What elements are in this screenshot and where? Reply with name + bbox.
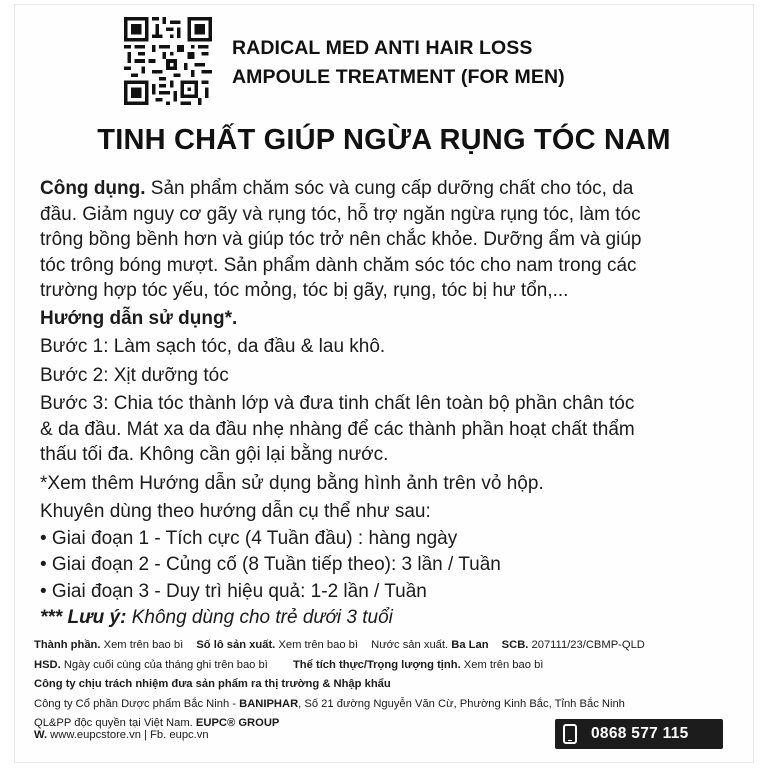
- fine-print-row-4: [34, 695, 734, 715]
- hsd-label: HSD.: [34, 658, 61, 671]
- hotline-number: 0868 577 115: [591, 725, 689, 742]
- fine-print-row-2: [34, 656, 734, 676]
- origin-label: Nước sản xuất.: [371, 639, 449, 651]
- usage-section: [40, 176, 730, 304]
- usage-text-line: trông bồng bềnh hơn và giúp tóc trở nên chắc khỏe. Dưỡng ẩm và giúp: [40, 229, 642, 250]
- step-3-line: Bước 3: Chia tóc thành lớp và đưa tinh chất lên toàn bộ phần chân tóc: [40, 393, 635, 414]
- fb-link[interactable]: eupc.vn: [166, 729, 209, 741]
- see-more-note: *Xem thêm Hướng dẫn sử dụng bằng hình ảnh trên vỏ hộp.: [40, 472, 544, 494]
- scb-value: 207111/23/CBMP-QLD: [528, 639, 645, 651]
- lot-label: Số lô sản xuất.: [196, 639, 276, 651]
- usage-label: Công dụng.: [40, 178, 146, 199]
- scb-label: SCB.: [501, 639, 529, 651]
- usage-text-line: Sản phẩm chăm sóc và cung cấp dưỡng chất cho tóc, da: [145, 178, 634, 199]
- footer-links: [34, 729, 209, 741]
- step-3-line: thấu tối đa. Không cần gội lại bằng nước.: [40, 444, 389, 465]
- web-label: W.: [34, 729, 48, 741]
- ingredients-value: Xem trên bao bì: [100, 639, 184, 651]
- volume-value: Xem trên bao bì: [460, 658, 544, 671]
- fb-label: Fb.: [150, 729, 167, 741]
- step-1: Bước 1: Làm sạch tóc, da đầu & lau khô.: [40, 336, 386, 357]
- step-3: [40, 391, 730, 468]
- web-link[interactable]: www.eupcstore.vn: [47, 729, 141, 741]
- recommend-text: Khuyên dùng theo hướng dẫn cụ thể như sau:: [40, 501, 431, 522]
- step-2: Bước 2: Xịt dưỡng tóc: [40, 364, 229, 386]
- qr-code-icon: [124, 16, 212, 106]
- distribution-prefix: QL&PP độc quyền tại Việt Nam.: [34, 717, 196, 729]
- usage-text-line: tóc trông bóng mượt. Sản phẩm dành chăm sóc tóc cho nam trong các: [40, 254, 637, 276]
- warning-note: [40, 605, 730, 631]
- company-address: , Số 21 đường Nguyễn Văn Cừ, Phường Kinh Bắc, Tỉnh Bắc Ninh: [298, 697, 625, 710]
- volume-label: Thể tích thực/Trọng lượng tịnh.: [292, 658, 461, 671]
- product-title-en-line1: RADICAL MED ANTI HAIR LOSS: [232, 37, 533, 59]
- distribution-brand: EUPC® GROUP: [195, 717, 280, 729]
- usage-text-line: trường hợp tóc yếu, tóc mỏng, tóc bị gãy, rụng, tóc bị hư tổn,...: [40, 280, 569, 301]
- description-body: [40, 176, 730, 631]
- step-3-line: & da đầu. Mát xa da đầu nhẹ nhàng để các thành phần hoạt chất thẩm: [40, 418, 635, 440]
- hotline-badge[interactable]: [555, 719, 723, 749]
- origin-value: Ba Lan: [451, 639, 489, 651]
- warning-text: Không dùng cho trẻ dưới 3 tuổi: [126, 607, 393, 628]
- product-title-en: [232, 34, 565, 92]
- ingredients-label: Thành phần.: [34, 639, 101, 651]
- fine-print-row-1: [34, 636, 734, 656]
- company-prefix: Công ty Cổ phần Dược phẩm Bắc Ninh -: [34, 697, 240, 710]
- smartphone-icon: [563, 724, 577, 744]
- warning-prefix: *** Lưu ý:: [40, 607, 127, 628]
- product-title-en-line2: AMPOULE TREATMENT (FOR MEN): [232, 66, 565, 88]
- lot-value: Xem trên bao bì: [275, 639, 358, 651]
- hsd-value: Ngày cuối cùng của tháng ghi trên bao bì: [60, 658, 268, 671]
- phase-item: • Giai đoạn 3 - Duy trì hiệu quả: 1-2 lần / Tuần: [40, 580, 427, 602]
- fine-print-row-3: [34, 675, 734, 695]
- phase-item: • Giai đoạn 1 - Tích cực (4 Tuần đầu) : hàng ngày: [40, 527, 458, 549]
- footer-separator: |: [140, 729, 151, 741]
- phase-item: • Giai đoạn 2 - Củng cố (8 Tuần tiếp theo): 3 lần / Tuần: [40, 554, 501, 575]
- product-title-vn: TINH CHẤT GIÚP NGỪA RỤNG TÓC NAM: [97, 124, 671, 156]
- instructions-label: Hướng dẫn sử dụng*.: [40, 307, 238, 329]
- responsible-company-text: Công ty chịu trách nhiệm đưa sản phẩm ra thị trường & Nhập khẩu: [34, 678, 391, 690]
- company-brand: BANIPHAR: [239, 697, 299, 710]
- usage-text-line: đầu. Giảm nguy cơ gãy và rụng tóc, hỗ trợ ngăn ngừa rụng tóc, làm tóc: [40, 203, 641, 225]
